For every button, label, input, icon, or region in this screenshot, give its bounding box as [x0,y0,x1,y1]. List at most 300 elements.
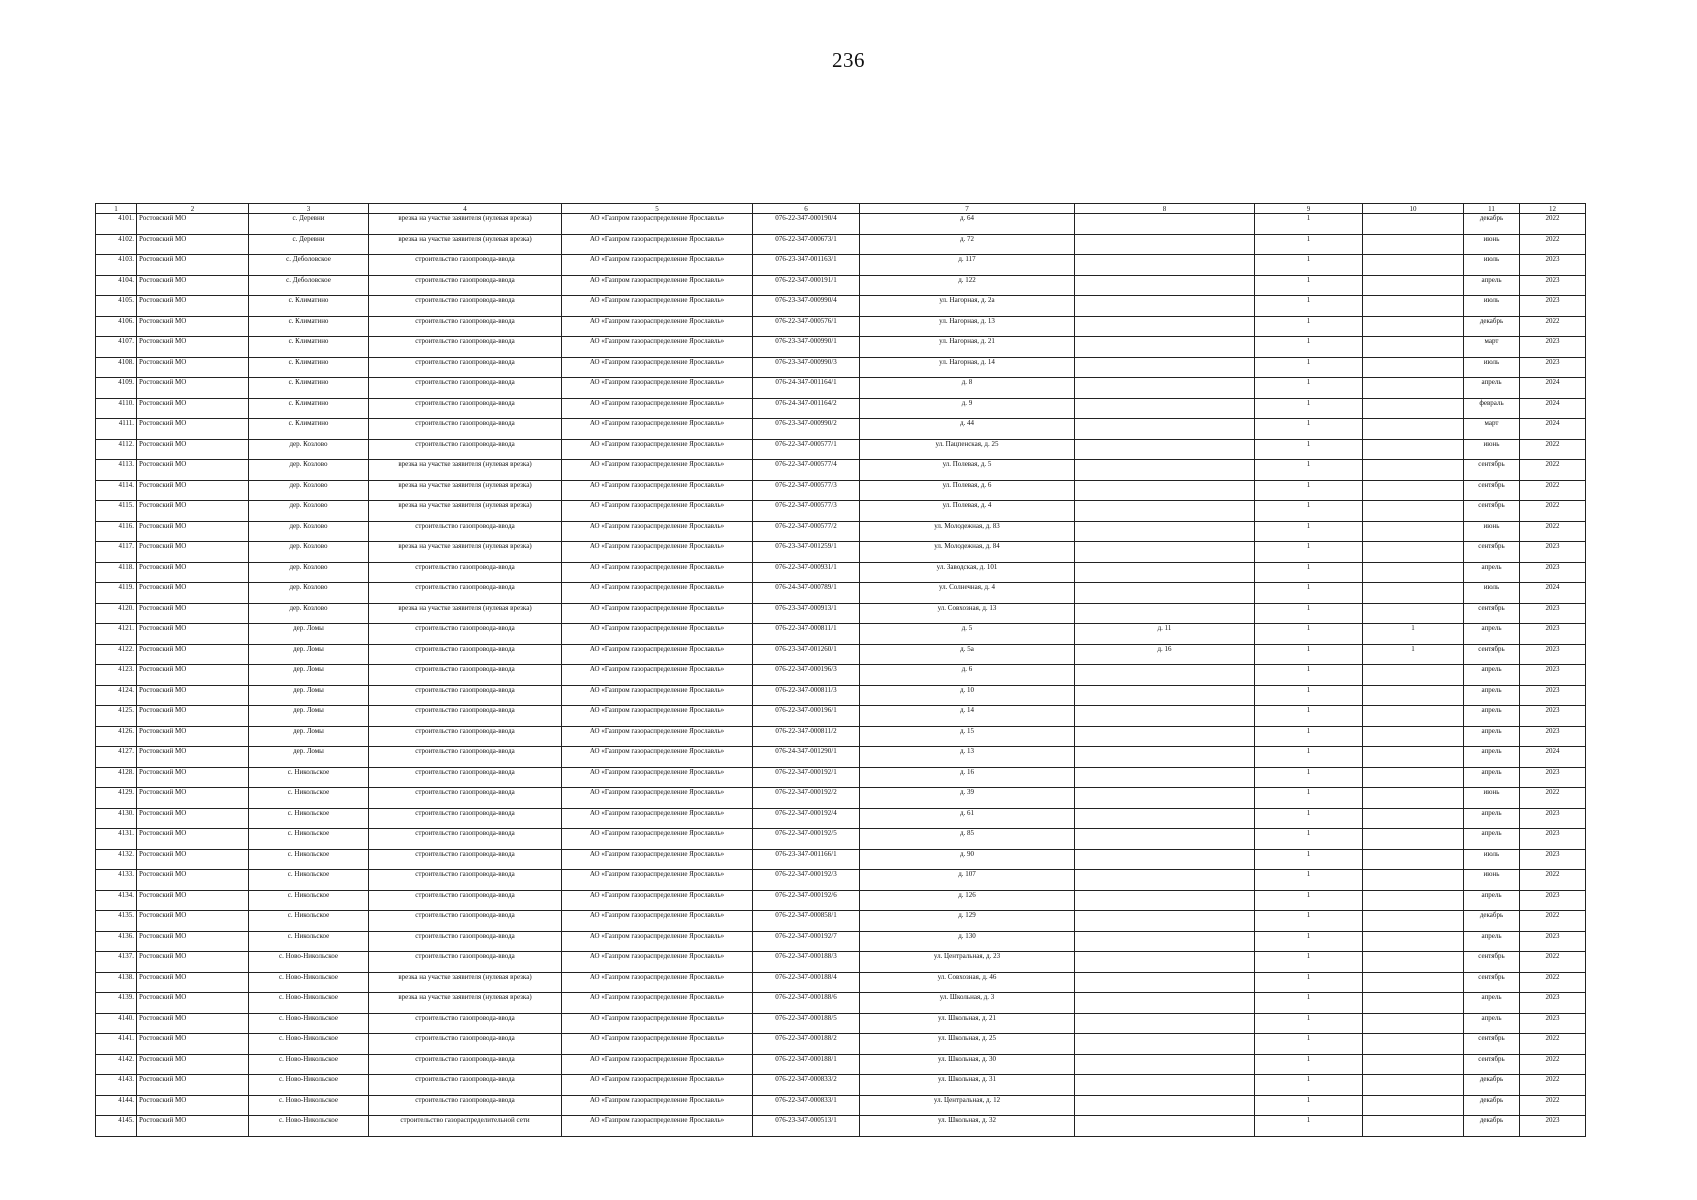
address-extra-cell [1075,439,1255,460]
municipality-cell: Ростовский МО [137,1075,249,1096]
settlement-cell: с. Деболовское [249,275,369,296]
count-extra-cell [1363,1013,1464,1034]
organization-cell: АО «Газпром газораспределение Ярославль» [562,993,753,1014]
count-extra-cell [1363,911,1464,932]
table-row [96,542,1586,563]
application-number-cell: 076-22-347-000577/3 [753,480,860,501]
work-type-cell: строительство газопровода-ввода [369,378,562,399]
address-cell: ул. Пацпенская, д. 25 [860,439,1075,460]
address-extra-cell [1075,398,1255,419]
work-type-cell: строительство газопровода-ввода [369,808,562,829]
settlement-cell: с. Климатино [249,337,369,358]
organization-cell: АО «Газпром газораспределение Ярославль» [562,931,753,952]
municipality-cell: Ростовский МО [137,788,249,809]
application-number-cell: 076-22-347-000858/1 [753,911,860,932]
work-type-cell: строительство газопровода-ввода [369,644,562,665]
month-cell: июль [1464,849,1520,870]
month-cell: декабрь [1464,1095,1520,1116]
table-row [96,337,1586,358]
settlement-cell: с. Никольское [249,788,369,809]
row-number-cell: 4139. [96,993,137,1014]
address-extra-cell [1075,685,1255,706]
count-cell: 1 [1255,1054,1363,1075]
table-row [96,357,1586,378]
table-row [96,521,1586,542]
table-row [96,583,1586,604]
municipality-cell: Ростовский МО [137,1095,249,1116]
address-extra-cell [1075,419,1255,440]
address-extra-cell [1075,665,1255,686]
address-extra-cell [1075,1013,1255,1034]
address-extra-cell [1075,521,1255,542]
table-row [96,501,1586,522]
count-cell: 1 [1255,398,1363,419]
settlement-cell: дер. Козлово [249,480,369,501]
address-extra-cell [1075,234,1255,255]
municipality-cell: Ростовский МО [137,337,249,358]
organization-cell: АО «Газпром газораспределение Ярославль» [562,398,753,419]
address-cell: д. 5 [860,624,1075,645]
settlement-cell: с. Ново-Никольское [249,993,369,1014]
count-extra-cell [1363,603,1464,624]
organization-cell: АО «Газпром газораспределение Ярославль» [562,624,753,645]
work-type-cell: строительство газораспределительной сети [369,1116,562,1137]
organization-cell: АО «Газпром газораспределение Ярославль» [562,952,753,973]
month-cell: декабрь [1464,1075,1520,1096]
count-extra-cell [1363,1116,1464,1137]
count-cell: 1 [1255,665,1363,686]
year-cell: 2022 [1520,870,1586,891]
count-extra-cell [1363,378,1464,399]
settlement-cell: дер. Ломы [249,665,369,686]
work-type-cell: врезка на участке заявителя (нулевая врезка) [369,972,562,993]
work-type-cell: врезка на участке заявителя (нулевая врезка) [369,234,562,255]
count-extra-cell [1363,460,1464,481]
organization-cell: АО «Газпром газораспределение Ярославль» [562,542,753,563]
settlement-cell: дер. Ломы [249,644,369,665]
work-type-cell: врезка на участке заявителя (нулевая врезка) [369,993,562,1014]
application-number-cell: 076-23-347-000990/4 [753,296,860,317]
count-cell: 1 [1255,234,1363,255]
application-number-cell: 076-22-347-000188/1 [753,1054,860,1075]
year-cell: 2023 [1520,1116,1586,1137]
settlement-cell: с. Ново-Никольское [249,1013,369,1034]
row-number-cell: 4132. [96,849,137,870]
organization-cell: АО «Газпром газораспределение Ярославль» [562,1075,753,1096]
count-cell: 1 [1255,1116,1363,1137]
row-number-cell: 4106. [96,316,137,337]
table-row [96,972,1586,993]
address-extra-cell [1075,1034,1255,1055]
municipality-cell: Ростовский МО [137,439,249,460]
table-row [96,911,1586,932]
application-number-cell: 076-22-347-000576/1 [753,316,860,337]
year-cell: 2024 [1520,747,1586,768]
count-cell: 1 [1255,1095,1363,1116]
work-type-cell: строительство газопровода-ввода [369,624,562,645]
address-extra-cell [1075,1116,1255,1137]
work-type-cell: строительство газопровода-ввода [369,1095,562,1116]
count-extra-cell [1363,501,1464,522]
address-cell: д. 5а [860,644,1075,665]
row-number-cell: 4135. [96,911,137,932]
municipality-cell: Ростовский МО [137,296,249,317]
application-number-cell: 076-23-347-000913/1 [753,603,860,624]
column-header: 6 [753,204,860,214]
row-number-cell: 4137. [96,952,137,973]
address-extra-cell [1075,603,1255,624]
count-extra-cell [1363,706,1464,727]
count-extra-cell [1363,296,1464,317]
row-number-cell: 4143. [96,1075,137,1096]
address-extra-cell [1075,337,1255,358]
application-number-cell: 076-23-347-001259/1 [753,542,860,563]
table-row [96,460,1586,481]
year-cell: 2023 [1520,665,1586,686]
year-cell: 2023 [1520,706,1586,727]
organization-cell: АО «Газпром газораспределение Ярославль» [562,747,753,768]
work-type-cell: строительство газопровода-ввода [369,849,562,870]
settlement-cell: дер. Ломы [249,726,369,747]
row-number-cell: 4124. [96,685,137,706]
address-extra-cell: д. 16 [1075,644,1255,665]
organization-cell: АО «Газпром газораспределение Ярославль» [562,1013,753,1034]
row-number-cell: 4134. [96,890,137,911]
municipality-cell: Ростовский МО [137,870,249,891]
month-cell: апрель [1464,378,1520,399]
address-extra-cell [1075,562,1255,583]
organization-cell: АО «Газпром газораспределение Ярославль» [562,378,753,399]
count-cell: 1 [1255,501,1363,522]
month-cell: апрель [1464,993,1520,1014]
settlement-cell: с. Климатино [249,296,369,317]
row-number-cell: 4136. [96,931,137,952]
count-cell: 1 [1255,972,1363,993]
municipality-cell: Ростовский МО [137,562,249,583]
month-cell: апрель [1464,624,1520,645]
address-extra-cell [1075,542,1255,563]
work-type-cell: строительство газопровода-ввода [369,665,562,686]
table-row [96,685,1586,706]
row-number-cell: 4145. [96,1116,137,1137]
organization-cell: АО «Газпром газораспределение Ярославль» [562,665,753,686]
address-extra-cell [1075,849,1255,870]
municipality-cell: Ростовский МО [137,706,249,727]
table-row [96,1013,1586,1034]
table-row [96,296,1586,317]
month-cell: апрель [1464,829,1520,850]
year-cell: 2024 [1520,398,1586,419]
work-type-cell: строительство газопровода-ввода [369,788,562,809]
address-cell: д. 61 [860,808,1075,829]
count-extra-cell [1363,767,1464,788]
count-cell: 1 [1255,255,1363,276]
column-header: 3 [249,204,369,214]
work-type-cell: строительство газопровода-ввода [369,296,562,317]
column-header: 9 [1255,204,1363,214]
municipality-cell: Ростовский МО [137,357,249,378]
application-number-cell: 076-22-347-000192/7 [753,931,860,952]
settlement-cell: дер. Ломы [249,706,369,727]
count-extra-cell [1363,1075,1464,1096]
table-row [96,439,1586,460]
municipality-cell: Ростовский МО [137,1034,249,1055]
row-number-cell: 4111. [96,419,137,440]
table-row [96,644,1586,665]
settlement-cell: с. Климатино [249,316,369,337]
work-type-cell: строительство газопровода-ввода [369,829,562,850]
table-row [96,378,1586,399]
row-number-cell: 4107. [96,337,137,358]
work-type-cell: строительство газопровода-ввода [369,890,562,911]
municipality-cell: Ростовский МО [137,1116,249,1137]
year-cell: 2022 [1520,316,1586,337]
address-extra-cell [1075,726,1255,747]
row-number-cell: 4130. [96,808,137,829]
address-cell: д. 39 [860,788,1075,809]
count-cell: 1 [1255,726,1363,747]
organization-cell: АО «Газпром газораспределение Ярославль» [562,337,753,358]
municipality-cell: Ростовский МО [137,972,249,993]
row-number-cell: 4123. [96,665,137,686]
month-cell: июль [1464,296,1520,317]
settlement-cell: с. Ново-Никольское [249,952,369,973]
application-number-cell: 076-22-347-000191/1 [753,275,860,296]
address-cell: ул. Центральная, д. 23 [860,952,1075,973]
municipality-cell: Ростовский МО [137,952,249,973]
organization-cell: АО «Газпром газораспределение Ярославль» [562,214,753,235]
application-number-cell: 076-24-347-000789/1 [753,583,860,604]
table-body [96,214,1586,1137]
municipality-cell: Ростовский МО [137,480,249,501]
count-extra-cell [1363,398,1464,419]
address-cell: ул. Полевая, д. 6 [860,480,1075,501]
address-cell: ул. Совхозная, д. 13 [860,603,1075,624]
application-number-cell: 076-22-347-000577/2 [753,521,860,542]
table-row [96,1095,1586,1116]
address-extra-cell [1075,480,1255,501]
count-cell: 1 [1255,747,1363,768]
count-extra-cell [1363,685,1464,706]
count-cell: 1 [1255,644,1363,665]
year-cell: 2024 [1520,378,1586,399]
count-extra-cell [1363,1095,1464,1116]
address-extra-cell [1075,501,1255,522]
month-cell: декабрь [1464,1116,1520,1137]
settlement-cell: дер. Ломы [249,685,369,706]
column-number-row [96,204,1586,214]
settlement-cell: дер. Козлово [249,562,369,583]
row-number-cell: 4120. [96,603,137,624]
address-cell: ул. Школьная, д. 32 [860,1116,1075,1137]
count-extra-cell [1363,808,1464,829]
year-cell: 2023 [1520,603,1586,624]
municipality-cell: Ростовский МО [137,275,249,296]
count-cell: 1 [1255,911,1363,932]
application-number-cell: 076-22-347-000811/1 [753,624,860,645]
year-cell: 2022 [1520,1054,1586,1075]
count-cell: 1 [1255,624,1363,645]
application-number-cell: 076-22-347-000196/1 [753,706,860,727]
table-row [96,1116,1586,1137]
address-extra-cell [1075,931,1255,952]
count-extra-cell [1363,255,1464,276]
row-number-cell: 4127. [96,747,137,768]
work-type-cell: строительство газопровода-ввода [369,1034,562,1055]
address-cell: ул. Школьная, д. 30 [860,1054,1075,1075]
settlement-cell: дер. Ломы [249,624,369,645]
count-extra-cell [1363,316,1464,337]
organization-cell: АО «Газпром газораспределение Ярославль» [562,808,753,829]
table-row [96,747,1586,768]
address-extra-cell [1075,993,1255,1014]
year-cell: 2022 [1520,234,1586,255]
address-extra-cell [1075,808,1255,829]
count-extra-cell [1363,747,1464,768]
count-cell: 1 [1255,808,1363,829]
address-extra-cell [1075,972,1255,993]
month-cell: сентябрь [1464,972,1520,993]
application-number-cell: 076-22-347-000577/3 [753,501,860,522]
municipality-cell: Ростовский МО [137,911,249,932]
application-number-cell: 076-23-347-000990/1 [753,337,860,358]
municipality-cell: Ростовский МО [137,255,249,276]
settlement-cell: дер. Козлово [249,501,369,522]
table-row [96,849,1586,870]
table-row [96,829,1586,850]
settlement-cell: дер. Козлово [249,583,369,604]
row-number-cell: 4118. [96,562,137,583]
work-type-cell: строительство газопровода-ввода [369,931,562,952]
count-cell: 1 [1255,706,1363,727]
column-header: 7 [860,204,1075,214]
count-cell: 1 [1255,952,1363,973]
count-cell: 1 [1255,849,1363,870]
table-row [96,234,1586,255]
month-cell: апрель [1464,767,1520,788]
month-cell: июнь [1464,439,1520,460]
count-extra-cell [1363,849,1464,870]
municipality-cell: Ростовский МО [137,685,249,706]
organization-cell: АО «Газпром газораспределение Ярославль» [562,583,753,604]
row-number-cell: 4115. [96,501,137,522]
count-extra-cell: 1 [1363,624,1464,645]
work-type-cell: строительство газопровода-ввода [369,1075,562,1096]
organization-cell: АО «Газпром газораспределение Ярославль» [562,1054,753,1075]
month-cell: сентябрь [1464,952,1520,973]
year-cell: 2023 [1520,357,1586,378]
count-cell: 1 [1255,480,1363,501]
application-number-cell: 076-22-347-000188/6 [753,993,860,1014]
count-cell: 1 [1255,562,1363,583]
settlement-cell: с. Деревни [249,214,369,235]
address-extra-cell [1075,460,1255,481]
settlement-cell: с. Ново-Никольское [249,1116,369,1137]
application-number-cell: 076-22-347-000833/1 [753,1095,860,1116]
organization-cell: АО «Газпром газораспределение Ярославль» [562,1034,753,1055]
work-type-cell: врезка на участке заявителя (нулевая врезка) [369,480,562,501]
work-type-cell: строительство газопровода-ввода [369,337,562,358]
month-cell: сентябрь [1464,1034,1520,1055]
address-cell: д. 9 [860,398,1075,419]
settlement-cell: с. Ново-Никольское [249,1034,369,1055]
table-row [96,706,1586,727]
application-number-cell: 076-22-347-000192/5 [753,829,860,850]
count-cell: 1 [1255,931,1363,952]
address-extra-cell [1075,255,1255,276]
settlement-cell: с. Никольское [249,890,369,911]
address-extra-cell [1075,890,1255,911]
application-number-cell: 076-22-347-000196/3 [753,665,860,686]
application-number-cell: 076-22-347-000577/1 [753,439,860,460]
column-header: 8 [1075,204,1255,214]
address-cell: ул. Нагорная, д. 14 [860,357,1075,378]
count-cell: 1 [1255,275,1363,296]
settlement-cell: с. Ново-Никольское [249,1095,369,1116]
month-cell: июль [1464,255,1520,276]
row-number-cell: 4114. [96,480,137,501]
row-number-cell: 4144. [96,1095,137,1116]
month-cell: апрель [1464,726,1520,747]
count-extra-cell [1363,521,1464,542]
table-row [96,419,1586,440]
address-cell: ул. Полевая, д. 4 [860,501,1075,522]
work-type-cell: строительство газопровода-ввода [369,747,562,768]
row-number-cell: 4112. [96,439,137,460]
count-cell: 1 [1255,583,1363,604]
year-cell: 2022 [1520,480,1586,501]
settlement-cell: с. Климатино [249,378,369,399]
organization-cell: АО «Газпром газораспределение Ярославль» [562,316,753,337]
year-cell: 2022 [1520,1075,1586,1096]
work-type-cell: строительство газопровода-ввода [369,685,562,706]
address-cell: д. 72 [860,234,1075,255]
address-cell: д. 107 [860,870,1075,891]
work-type-cell: строительство газопровода-ввода [369,706,562,727]
work-type-cell: строительство газопровода-ввода [369,316,562,337]
month-cell: сентябрь [1464,501,1520,522]
organization-cell: АО «Газпром газораспределение Ярославль» [562,521,753,542]
year-cell: 2023 [1520,993,1586,1014]
table-row [96,788,1586,809]
organization-cell: АО «Газпром газораспределение Ярославль» [562,603,753,624]
column-header: 1 [96,204,137,214]
count-extra-cell [1363,870,1464,891]
application-number-cell: 076-22-347-000192/6 [753,890,860,911]
application-number-cell: 076-23-347-000990/3 [753,357,860,378]
table-row [96,316,1586,337]
count-cell: 1 [1255,1075,1363,1096]
address-extra-cell [1075,829,1255,850]
organization-cell: АО «Газпром газораспределение Ярославль» [562,439,753,460]
municipality-cell: Ростовский МО [137,993,249,1014]
row-number-cell: 4116. [96,521,137,542]
settlement-cell: с. Никольское [249,911,369,932]
row-number-cell: 4108. [96,357,137,378]
application-number-cell: 076-22-347-000673/1 [753,234,860,255]
settlement-cell: с. Никольское [249,767,369,788]
table-row [96,993,1586,1014]
month-cell: апрель [1464,890,1520,911]
year-cell: 2022 [1520,439,1586,460]
column-header: 2 [137,204,249,214]
count-cell: 1 [1255,993,1363,1014]
row-number-cell: 4104. [96,275,137,296]
row-number-cell: 4102. [96,234,137,255]
address-extra-cell [1075,788,1255,809]
organization-cell: АО «Газпром газораспределение Ярославль» [562,911,753,932]
settlement-cell: с. Никольское [249,931,369,952]
